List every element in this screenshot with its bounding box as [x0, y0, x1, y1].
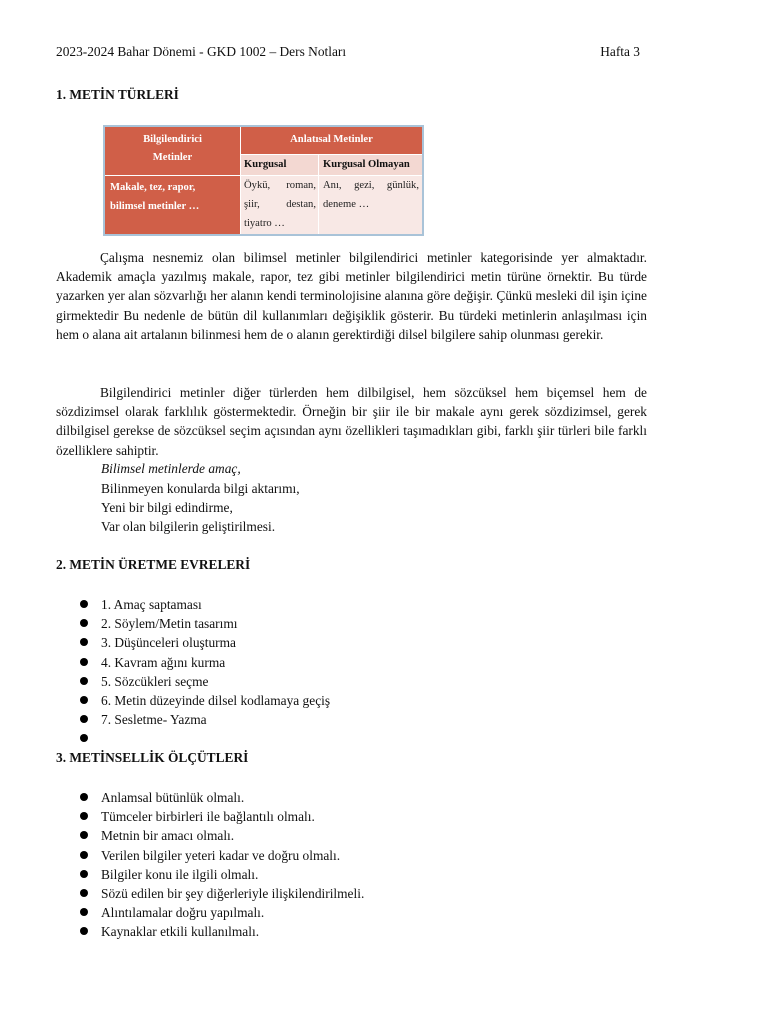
list-item-text: Bilgiler konu ile ilgili olmalı.: [101, 866, 259, 882]
paragraph-1-text: Çalışma nesnemiz olan bilimsel metinler bilgilendirici metinler kategorisinde yer almaktadır. Akademik amaçla yazılmış makale, rapor, tez gibi metinler bilgilendirici metin türüne örnektir. Bu türde yazarken yer alan sözvarlığı her alanın kendi terminolojisine alanına göre değişir. Çünkü mesleki dil işin içine girmektedir Bu nedenle de bütün dil kullanımları değişiklik gösterir. Bu türdeki metinlerin anlaşılması için hem o alana ait artalanın bilinmesi hem de o alanın gerektirdiği dilsel bilgilere sahip olunması gerekir.: [56, 250, 647, 342]
bullet-icon: [80, 851, 88, 859]
table-header-informative: [105, 127, 240, 175]
table-subheader-nonfictional: Kurgusal Olmayan: [319, 155, 422, 175]
list-item: [78, 788, 364, 807]
list-item-text: Sözü edilen bir şey diğerleriyle ilişkilendirilmeli.: [101, 885, 365, 901]
paragraph-2: [56, 383, 647, 460]
list-item-text: 3. Düşünceleri oluşturma: [101, 635, 236, 651]
table-cell-fictional-line2: şiir, destan,: [244, 199, 316, 210]
list-item: [78, 865, 364, 884]
table-cell-fictional-line3: tiyatro …: [244, 218, 285, 229]
header-week: Hafta 3: [600, 44, 640, 59]
table-cell-nonfictional-line2: deneme …: [323, 199, 370, 210]
list-item: [78, 614, 330, 633]
list-item-text: Metnin bir amacı olmalı.: [101, 828, 235, 844]
paragraph-1: [56, 248, 647, 344]
table-cell-nonfictional-examples: [319, 176, 422, 234]
list-item: [78, 826, 364, 845]
list-item-text: 6. Metin düzeyinde dilsel kodlamaya geçiş: [101, 692, 331, 708]
list-item-text: 5. Sözcükleri seçme: [101, 673, 209, 689]
list-item: [78, 903, 364, 922]
table-header-narrative: Anlatısal Metinler: [241, 127, 422, 154]
bullet-icon: [80, 619, 88, 627]
bullet-icon: [80, 638, 88, 646]
aim-item: Var olan bilgilerin geliştirilmesi.: [101, 519, 276, 534]
bullet-icon: [80, 812, 88, 820]
list-item-text: Kaynaklar etkili kullanılmalı.: [101, 924, 260, 940]
bullet-icon: [80, 677, 88, 685]
list-item-text: Anlamsal bütünlük olmalı.: [101, 790, 245, 805]
textuality-criteria-list: [78, 788, 364, 942]
text-types-table: [103, 125, 424, 236]
bullet-icon: [80, 734, 88, 742]
bullet-icon: [80, 889, 88, 897]
bullet-icon: [80, 831, 88, 839]
list-item: [78, 729, 330, 748]
list-item: [78, 672, 330, 691]
list-item-text: Alıntılamalar doğru yapılmalı.: [101, 905, 265, 921]
bullet-icon: [80, 870, 88, 878]
production-stages-list: [78, 595, 330, 749]
bullet-icon: [80, 696, 88, 704]
list-item: [78, 922, 364, 941]
list-item-text: 7. Sesletme- Yazma: [101, 712, 207, 728]
table-subheader-fictional: Kurgusal: [241, 155, 318, 175]
bullet-icon: [80, 908, 88, 916]
table-cell-fictional-line1: Öykü, roman,: [244, 180, 316, 191]
table-cell-informative-line2: bilimsel metinler …: [110, 201, 200, 212]
table-header-informative-line1: Bilgilendirici: [143, 134, 202, 145]
list-item: [78, 807, 364, 826]
list-item: [78, 633, 330, 652]
bullet-icon: [80, 793, 88, 801]
aim-item: Yeni bir bilgi edindirme,: [101, 500, 233, 515]
aim-item: Bilinmeyen konularda bilgi aktarımı,: [101, 481, 300, 496]
list-item-text: 1. Amaç saptaması: [101, 597, 202, 612]
table-cell-informative-examples: [105, 176, 240, 234]
bullet-icon: [80, 927, 88, 935]
bullet-icon: [80, 658, 88, 666]
bullet-icon: [80, 715, 88, 723]
list-item-text: Tümceler birbirleri ile bağlantılı olmalı.: [101, 809, 315, 825]
list-item-text: 2. Söylem/Metin tasarımı: [101, 616, 238, 632]
section-1-heading: 1. METİN TÜRLERİ: [56, 87, 179, 102]
table-cell-nonfictional-line1: Anı, gezi, günlük,: [323, 180, 419, 191]
list-item: [78, 691, 330, 710]
table-header-informative-line2: Metinler: [152, 152, 193, 163]
aims-title: Bilimsel metinlerde amaç,: [101, 461, 241, 476]
list-item: [78, 884, 364, 903]
paragraph-2-text: Bilgilendirici metinler diğer türlerden hem dilbilgisel, hem sözcüksel hem biçemsel hem de sözdizimsel olarak farklılık göstermektedir. Örneğin bir şiir ile bir makale aynı gerek sözdizimsel, gerek dilbilgisel gerekse de sözcüksel seçim açısından aynı özellikleri taşımadıkları gibi, farklı şiir türleri bile farklı özelliklere sahiptir.: [56, 385, 647, 458]
page-header: [56, 43, 640, 61]
list-item: [78, 595, 330, 614]
header-course-title: 2023-2024 Bahar Dönemi - GKD 1002 – Ders Notları: [56, 44, 347, 59]
table-cell-informative-line1: Makale, tez, rapor,: [110, 182, 196, 193]
list-item: [78, 710, 330, 729]
table-cell-fictional-examples: [241, 176, 318, 234]
bullet-icon: [80, 600, 88, 608]
list-item: [78, 846, 364, 865]
list-item-text: Verilen bilgiler yeteri kadar ve doğru olmalı.: [101, 847, 341, 863]
list-item-text: 4. Kavram ağını kurma: [101, 654, 226, 670]
section-3-heading: 3. METİNSELLİK ÖLÇÜTLERİ: [56, 750, 249, 765]
list-item: [78, 653, 330, 672]
section-2-heading: 2. METİN ÜRETME EVRELERİ: [56, 557, 251, 572]
